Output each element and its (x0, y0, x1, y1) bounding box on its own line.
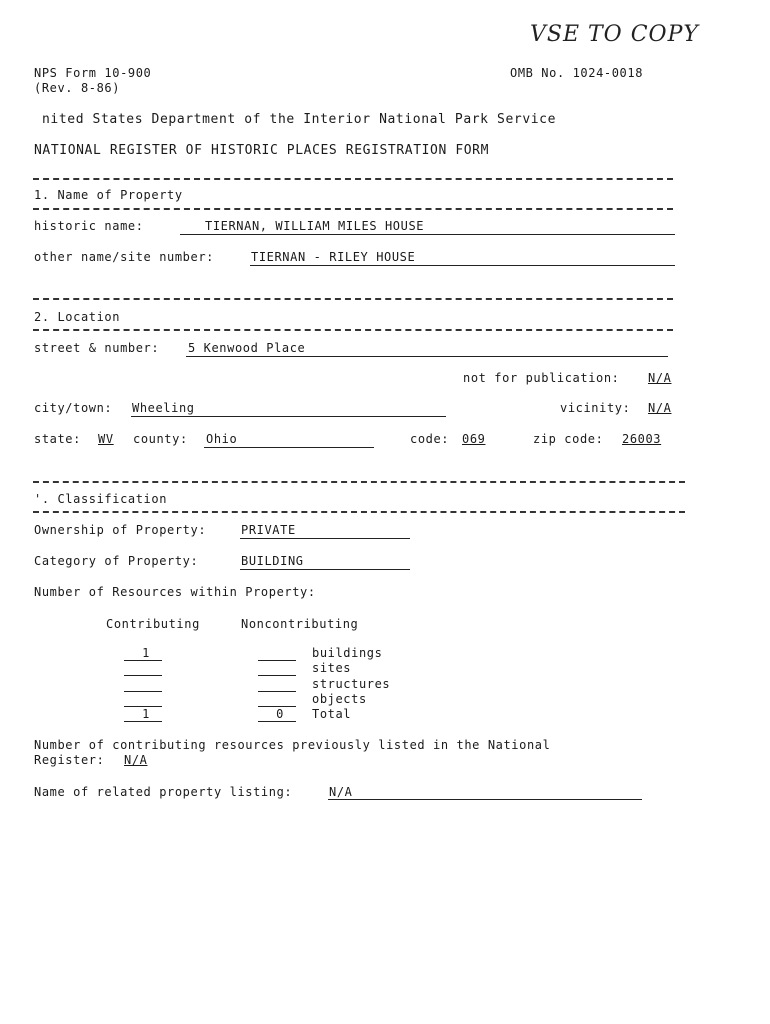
category-value: BUILDING (241, 554, 304, 568)
form-revision: (Rev. 8-86) (34, 81, 121, 95)
county-value: Ohio (206, 432, 238, 446)
resource-label: objects (312, 692, 367, 706)
separator-rule (33, 481, 685, 483)
street-underline (186, 356, 668, 357)
category-underline (240, 569, 410, 570)
related-property-underline (328, 799, 642, 800)
zip-value: 26003 (622, 432, 662, 446)
ownership-underline (240, 538, 410, 539)
related-property-value: N/A (329, 785, 353, 799)
contributing-header: Contributing (106, 617, 200, 631)
separator-rule (33, 329, 673, 331)
not-for-publication-value: N/A (648, 371, 672, 385)
section1-heading: 1. Name of Property (34, 188, 183, 202)
blank-line (258, 675, 296, 676)
resource-label: structures (312, 677, 391, 691)
separator-rule (33, 178, 673, 180)
street-value: 5 Kenwood Place (188, 341, 306, 355)
previously-listed-label: Register: (34, 753, 105, 767)
county-label: county: (133, 432, 188, 446)
agency-line: nited States Department of the Interior National Park Service (42, 112, 557, 127)
previously-listed-value: N/A (124, 753, 148, 767)
state-label: state: (34, 432, 81, 446)
noncontributing-header: Noncontributing (241, 617, 359, 631)
blank-line (124, 691, 162, 692)
ownership-label: Ownership of Property: (34, 523, 207, 537)
code-value: 069 (462, 432, 486, 446)
resource-label: Total (312, 707, 352, 721)
blank-line (124, 721, 162, 722)
not-for-publication-label: not for publication: (463, 371, 620, 385)
resource-label: sites (312, 661, 352, 675)
separator-rule (33, 298, 673, 300)
blank-line (124, 675, 162, 676)
previously-listed-text: Number of contributing resources previously listed in the National (34, 738, 551, 752)
city-label: city/town: (34, 401, 113, 415)
separator-rule (33, 208, 673, 210)
resource-label: buildings (312, 646, 383, 660)
noncontributing-total: 0 (276, 707, 284, 721)
state-value: WV (98, 432, 114, 446)
omb-number: OMB No. 1024-0018 (510, 66, 644, 80)
category-label: Category of Property: (34, 554, 199, 568)
county-underline (204, 447, 374, 448)
resources-label: Number of Resources within Property: (34, 585, 316, 599)
blank-line (258, 721, 296, 722)
form-title: NATIONAL REGISTER OF HISTORIC PLACES REGISTRATION FORM (34, 143, 490, 158)
code-label: code: (410, 432, 450, 446)
section2-heading: 2. Location (34, 310, 121, 324)
separator-rule (33, 511, 685, 513)
contributing-value: 1 (142, 646, 150, 660)
contributing-total: 1 (142, 707, 150, 721)
zip-label: zip code: (533, 432, 604, 446)
handwritten-annotation: VSE TO COPY (530, 22, 699, 47)
blank-line (258, 660, 296, 661)
historic-name-label: historic name: (34, 219, 144, 233)
ownership-value: PRIVATE (241, 523, 296, 537)
vicinity-label: vicinity: (560, 401, 631, 415)
form-number: NPS Form 10-900 (34, 66, 152, 80)
related-property-label: Name of related property listing: (34, 785, 293, 799)
historic-name-value: TIERNAN, WILLIAM MILES HOUSE (205, 219, 425, 233)
other-name-label: other name/site number: (34, 250, 214, 264)
city-underline (131, 416, 446, 417)
street-label: street & number: (34, 341, 160, 355)
city-value: Wheeling (132, 401, 195, 415)
historic-name-underline (180, 234, 675, 235)
other-name-underline (250, 265, 675, 266)
blank-line (258, 691, 296, 692)
section3-heading: '. Classification (34, 492, 168, 506)
other-name-value: TIERNAN - RILEY HOUSE (251, 250, 416, 264)
blank-line (124, 660, 162, 661)
vicinity-value: N/A (648, 401, 672, 415)
